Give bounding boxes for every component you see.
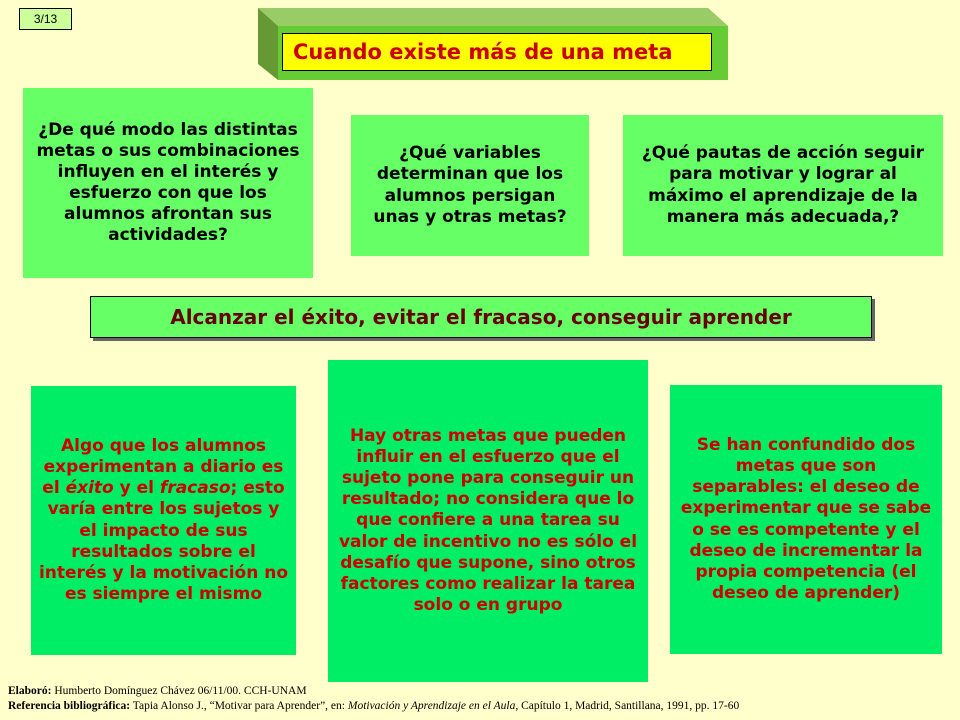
success-failure-text: Algo que los alumnos experimentan a diario es el éxito y el fracaso; esto varía entre los sujetos y el impacto de sus resultados sobre el interés y la motivación no es siempre el mismo — [38, 436, 289, 604]
question-box-2 — [351, 115, 589, 256]
confused-goals-box — [670, 385, 942, 654]
slide-number: 3/13 — [19, 8, 72, 30]
question-text-2: ¿Qué variables determinan que los alumnos persigan unas y otras metas? — [373, 143, 567, 227]
other-goals-text: Hay otras metas que pueden influir en el esfuerzo que el sujeto pone para conseguir un resultado; no considera que lo que confiere a una tarea su valor de incentivo no es sólo el desafío que supone, sino otros factores como realizar la tarea solo o en grupo — [338, 426, 638, 615]
question-box-3 — [623, 115, 943, 256]
goals-band: Alcanzar el éxito, evitar el fracaso, conseguir aprender — [90, 296, 872, 338]
footer — [8, 684, 953, 714]
success-failure-box — [31, 386, 296, 655]
question-box-1 — [23, 88, 313, 278]
other-goals-box — [328, 360, 648, 682]
question-text-1: ¿De qué modo las distintas metas o sus combinaciones influyen en el interés y esfuerzo con que los alumnos afrontan sus actividades? — [36, 119, 300, 246]
page-title: Cuando existe más de una meta — [282, 33, 712, 71]
question-text-3: ¿Qué pautas de acción seguir para motivar y lograr al máximo el aprendizaje de la manera más adecuada,? — [641, 143, 925, 227]
footer-author: Elaboró: Humberto Domínguez Chávez 06/11/00. CCH-UNAM — [8, 685, 307, 697]
confused-goals-text: Se han confundido dos metas que son separables: el deseo de experimentar que se sabe o se es competente y el deseo de incrementar la propia competencia (el deseo de aprender) — [680, 435, 932, 603]
footer-reference: Referencia bibliográfica: Tapia Alonso J., “Motivar para Aprender”, en: Motivación y Aprendizaje en el Aula, Capítulo 1, Madrid, Santillana, 1991, pp. 17-60 — [8, 699, 740, 712]
